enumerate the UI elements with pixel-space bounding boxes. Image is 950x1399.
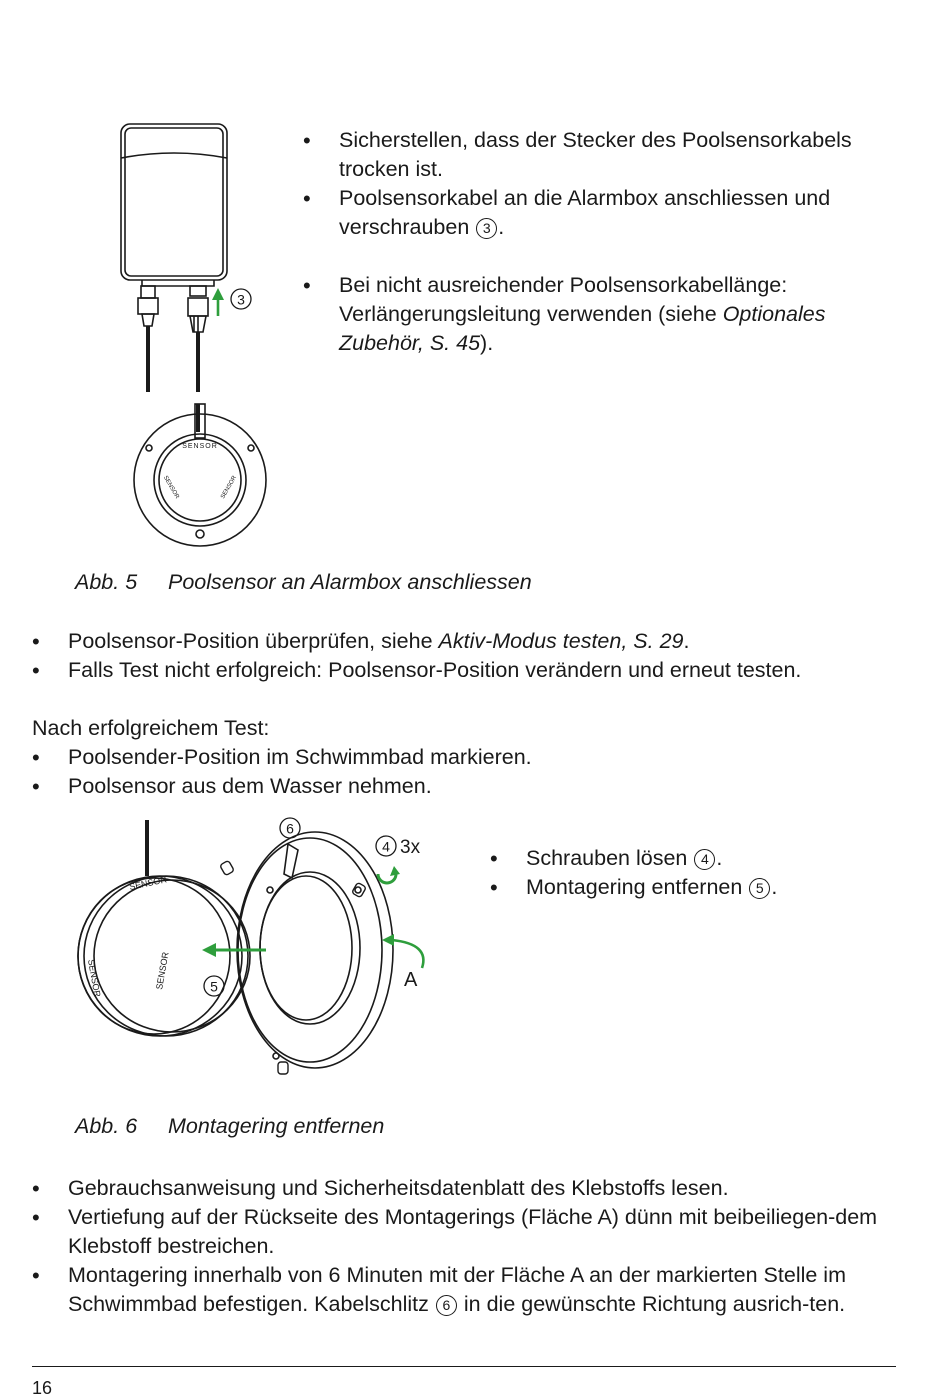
callout-ref: 6 <box>436 1295 457 1316</box>
callout-5: 5 <box>210 978 218 995</box>
cable-connector-right <box>188 286 208 332</box>
figure-5-caption: Abb. 5 Poolsensor an Alarmbox anschliessen <box>75 570 532 594</box>
callout-6: 6 <box>286 820 294 837</box>
sensor-label: SENSOR <box>182 443 218 450</box>
figure-6-caption: Abb. 6 Montagering entfernen <box>75 1114 385 1138</box>
footer-rule <box>32 1366 896 1367</box>
list-item: • Poolsensor aus dem Wasser nehmen. <box>32 772 912 801</box>
list-item: • Bei nicht ausreichender Poolsensorkabellänge: Verlängerungsleitung verwenden (siehe Optionales Zubehör, S. 45). <box>303 271 873 358</box>
list-item: • Gebrauchsanweisung und Sicherheitsdatenblatt des Klebstoffs lesen. <box>32 1174 898 1203</box>
sensor-label: SENSOR <box>161 475 180 500</box>
list-item: • Montagering innerhalb von 6 Minuten mit der Fläche A an der markierten Stelle im Schwimmbad befestigen. Kabelschlitz 6 in die gewünschte Richtung ausrich-ten. <box>32 1261 898 1319</box>
sensor-label: SENSOR <box>154 951 171 991</box>
sensor-label: SENSOR <box>86 958 103 998</box>
list-item: • Poolsensor-Position überprüfen, siehe Aktiv-Modus testen, S. 29. <box>32 627 912 656</box>
figure-6-illustration <box>70 810 450 1080</box>
mounting-steps-list <box>32 1174 898 1319</box>
after-test-list <box>32 743 912 801</box>
callout-ref: 3 <box>476 218 497 239</box>
sensor-label: SENSOR <box>128 874 168 892</box>
figure-5-illustration <box>100 110 300 550</box>
green-arrow-left <box>202 943 266 957</box>
cross-reference: Aktiv-Modus testen, S. 29 <box>438 629 684 653</box>
cable-connector-left <box>138 286 158 326</box>
callout-ref: 5 <box>749 878 770 899</box>
list-item: • Schrauben lösen 4 . <box>490 844 910 873</box>
list-item: • Poolsensorkabel an die Alarmbox anschliessen und verschrauben 3 . <box>303 184 873 242</box>
callout-3: 3 <box>237 291 245 308</box>
sensor-label: SENSOR <box>220 475 239 500</box>
rotate-arrow-icon <box>378 866 400 883</box>
list-item: • Sicherstellen, dass der Stecker des Poolsensorkabels trocken ist. <box>303 126 873 184</box>
surface-a-label: A <box>404 969 418 991</box>
after-test-heading: Nach erfolgreichem Test: <box>32 716 270 740</box>
green-arrow-surface-a <box>382 934 423 968</box>
callout-4-repeat-label: 3x <box>400 837 421 858</box>
list-item: • Falls Test nicht erfolgreich: Poolsensor-Position verändern und erneut testen. <box>32 656 912 685</box>
list-item: • Montagering entfernen 5 . <box>490 873 910 902</box>
green-arrow-up <box>212 288 224 316</box>
connection-steps-list <box>303 126 873 358</box>
cross-reference: Optionales Zubehör, S. 45 <box>339 302 826 355</box>
alarm-box <box>121 124 227 286</box>
removal-steps-list <box>490 844 910 902</box>
callout-4: 4 <box>382 838 390 855</box>
position-check-list <box>32 627 912 685</box>
page-number: 16 <box>32 1378 53 1398</box>
list-item: • Vertiefung auf der Rückseite des Montagerings (Fläche A) dünn mit beibeiliegen-dem Klebstoff bestreichen. <box>32 1203 898 1261</box>
list-item: • Poolsender-Position im Schwimmbad markieren. <box>32 743 912 772</box>
callout-ref: 4 <box>694 849 715 870</box>
